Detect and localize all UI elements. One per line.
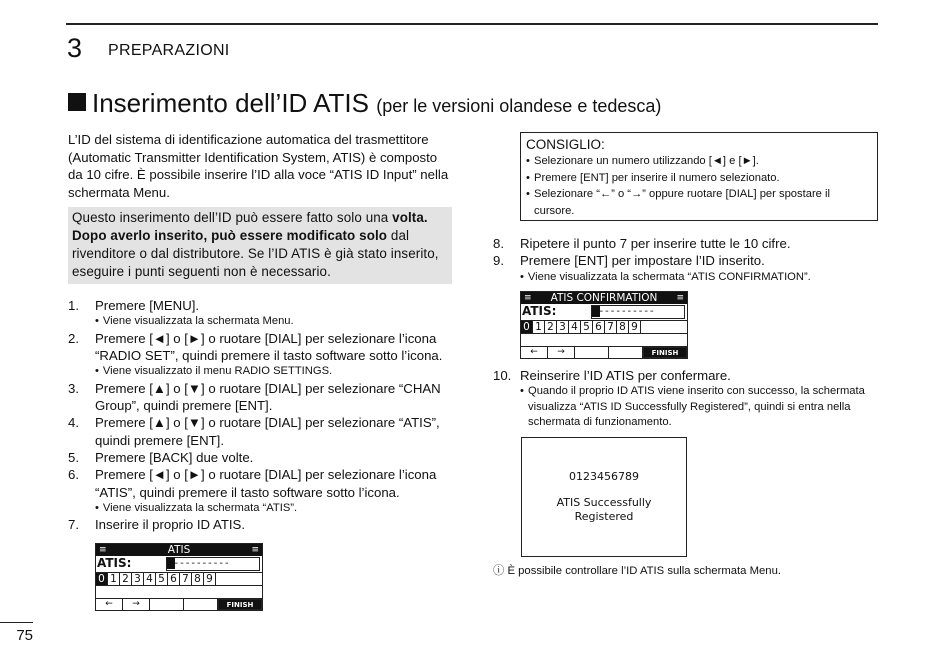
atis-label: ATIS: — [97, 556, 132, 570]
footnote — [493, 562, 781, 578]
atis-entry-row — [96, 556, 262, 572]
step-subnote: • Viene visualizzata la schermata “ATIS CONFIRMATION”. — [520, 270, 811, 283]
step-text: Premere [▲] o [▼] o ruotare [DIAL] per selezionare “CHAN Group”, quindi premere [ENT]. — [95, 380, 441, 414]
step-text: Premere [◄] o [►] o ruotare [DIAL] per selezionare l’icona “RADIO SET”, quindi premere il tasto software sotto l’icona. — [95, 330, 443, 364]
tip-line-text: Selezionare un numero utilizzando [◄] e [►]. — [534, 155, 759, 167]
step-number: 7. — [68, 517, 79, 533]
step-item — [68, 330, 468, 380]
step-subnote: • Quando il proprio ID ATIS viene inserito con successo, la schermata visualizza “ATIS ID Successfully Registered”, quindi si entra nella schermata di funzionamento. — [520, 385, 865, 429]
digit-key[interactable]: 8 — [192, 573, 204, 585]
atis-id-field[interactable] — [591, 305, 685, 319]
tip-line-text: Selezionare “←” o “→” oppure ruotare [DIAL] per spostare il cursore. — [534, 188, 830, 217]
cursor: ▮ — [592, 306, 600, 317]
step-subnote-text: Quando il proprio ID ATIS viene inserito con successo, la schermata visualizza “ATIS ID Successfully Registered”, quindi si entra nella schermata di funzionamento. — [528, 385, 865, 429]
lcd-header — [521, 292, 687, 304]
lcd-header-text: ATIS CONFIRMATION — [550, 292, 658, 304]
chapter-number: 3 — [67, 33, 83, 63]
step-10 — [493, 367, 883, 431]
step-item — [68, 449, 468, 466]
step-text: Ripetere il punto 7 per inserire tutte le 10 cifre. — [520, 236, 791, 251]
atis-lcd-screen — [95, 543, 263, 611]
step-text: Reinserire l’ID ATIS per confermare. — [520, 368, 731, 383]
step-item — [68, 466, 468, 516]
blank-key[interactable] — [150, 599, 184, 610]
step-subnote-text: Viene visualizzata la schermata “ATIS”. — [102, 501, 298, 514]
step-item — [68, 516, 468, 533]
atis-entry-row — [521, 304, 687, 320]
softkey-row — [96, 598, 262, 610]
step-number: 6. — [68, 467, 79, 483]
digit-key[interactable]: 7 — [605, 321, 617, 333]
softkey-row — [521, 346, 687, 358]
blank-row — [521, 333, 687, 346]
step-item — [493, 367, 883, 431]
right-arrow-key[interactable]: → — [123, 599, 150, 610]
finish-key[interactable]: FINISH — [218, 599, 262, 610]
digit-key[interactable]: 1 — [108, 573, 120, 585]
atis-id-field-value: ---------- — [174, 558, 231, 569]
step-text: Premere [ENT] per impostare l’ID inserito. — [520, 253, 765, 269]
step-list — [68, 297, 468, 534]
step-number: 1. — [68, 298, 79, 313]
step-number: 10. — [493, 368, 512, 383]
digit-key[interactable]: 1 — [533, 321, 545, 333]
tip-title: CONSIGLIO: — [526, 137, 605, 152]
square-bullet-icon — [68, 93, 86, 111]
menu-lines-icon: ≡ — [99, 545, 107, 555]
finish-key[interactable]: FINISH — [643, 347, 687, 358]
menu-lines-icon: ≡ — [524, 293, 532, 303]
step-number: 9. — [493, 253, 504, 269]
tip-box — [520, 132, 878, 221]
digit-key[interactable]: 0 — [96, 573, 108, 585]
step-item — [68, 380, 468, 415]
intro-paragraph: L’ID del sistema di identificazione automatica del trasmettitore (Automatic Transmitter Identification System, ATIS) è composto da 10 cifre. È possibile inserire l’ID alla voce “ATIS ID Input” nella schermata Menu. — [68, 132, 449, 200]
digit-key[interactable]: 5 — [156, 573, 168, 585]
cursor: ▮ — [167, 558, 175, 569]
step-subnote: • Viene visualizzata la schermata Menu. — [95, 315, 294, 328]
digit-key[interactable]: 5 — [581, 321, 593, 333]
lcd-header — [96, 544, 262, 556]
step-item — [493, 252, 883, 285]
step-subnote: • Viene visualizzato il menu RADIO SETTINGS. — [95, 365, 333, 378]
digit-row — [521, 320, 687, 333]
step-number: 3. — [68, 380, 79, 396]
step-text: Premere [MENU]. — [95, 298, 200, 313]
section-title-text: Inserimento dell’ID ATIS — [92, 88, 369, 118]
lcd-header-text: ATIS — [167, 544, 191, 556]
digit-key[interactable]: 3 — [132, 573, 144, 585]
digit-key[interactable]: 8 — [617, 321, 629, 333]
tip-line: • Selezionare un numero utilizzando [◄] e [►]. — [526, 155, 759, 167]
blank-row — [96, 585, 262, 598]
atis-id-field-value: ---------- — [599, 306, 656, 317]
note-box — [68, 207, 452, 284]
tip-line: • Premere [ENT] per inserire il numero selezionato. — [526, 171, 780, 184]
registered-id: 0123456789 — [569, 470, 639, 483]
digit-key[interactable]: 4 — [569, 321, 581, 333]
menu-lines-icon: ≡ — [676, 293, 684, 303]
digit-key[interactable]: 9 — [204, 573, 216, 585]
footnote-text: È possibile controllare l’ID ATIS sulla schermata Menu. — [507, 565, 781, 577]
step-item — [493, 235, 883, 252]
right-arrow-key[interactable]: → — [548, 347, 575, 358]
info-circle-icon: ⓘ — [493, 565, 505, 577]
atis-confirmation-lcd-screen — [520, 291, 688, 359]
note-text-2: dal rivenditore o dal distributore. Se l’ID ATIS è già stato inserito, eseguire i punti seguenti non è necessario. — [72, 228, 439, 279]
blank-key[interactable] — [575, 347, 609, 358]
digit-key[interactable]: 2 — [545, 321, 557, 333]
success-message-line2: Registered — [574, 510, 634, 523]
note-text-1: Questo inserimento dell’ID può essere fatto solo una — [72, 210, 393, 225]
step-text: Premere [◄] o [►] o ruotare [DIAL] per selezionare l’icona “ATIS”, quindi premere il tasto software sotto l’icona. — [95, 467, 437, 500]
digit-row — [96, 572, 262, 585]
step-text: Premere [▲] o [▼] o ruotare [DIAL] per selezionare “ATIS”, quindi premere [ENT]. — [95, 415, 440, 448]
tip-line: • Selezionare “←” o “→” oppure ruotare [DIAL] per spostare il cursore. — [526, 188, 830, 217]
digit-key[interactable]: 3 — [557, 321, 569, 333]
digit-key[interactable]: 6 — [168, 573, 180, 585]
tip-line-text: Premere [ENT] per inserire il numero selezionato. — [534, 171, 780, 184]
step-subnote-text: Viene visualizzato il menu RADIO SETTINGS. — [102, 365, 333, 378]
blank-key[interactable] — [609, 347, 643, 358]
right-step-list — [493, 235, 883, 285]
digit-key[interactable]: 2 — [120, 573, 132, 585]
step-number: 2. — [68, 330, 79, 346]
success-message-line1: ATIS Successfully — [556, 496, 652, 509]
step-text: Inserire il proprio ID ATIS. — [95, 517, 245, 533]
digit-key[interactable]: 0 — [521, 321, 533, 333]
step-text: Premere [BACK] due volte. — [95, 450, 254, 466]
success-screen — [521, 437, 687, 557]
step-subnote: • Viene visualizzata la schermata “ATIS”. — [95, 501, 298, 514]
menu-lines-icon: ≡ — [251, 545, 259, 555]
blank-key[interactable] — [184, 599, 218, 610]
section-subtitle: (per le versioni olandese e tedesca) — [376, 96, 662, 116]
left-arrow-key[interactable]: ← — [521, 347, 548, 358]
step-subnote-text: Viene visualizzata la schermata Menu. — [102, 315, 294, 328]
digit-key[interactable]: 4 — [144, 573, 156, 585]
digit-key[interactable]: 7 — [180, 573, 192, 585]
step-number: 5. — [68, 450, 79, 466]
atis-id-field[interactable] — [166, 557, 260, 571]
left-arrow-key[interactable]: ← — [96, 599, 123, 610]
step-number: 8. — [493, 236, 504, 251]
section-title — [68, 88, 661, 119]
step-number: 4. — [68, 415, 79, 431]
chapter-title: PREPARAZIONI — [108, 42, 230, 59]
digit-key[interactable]: 6 — [593, 321, 605, 333]
page-number: 75 — [0, 622, 33, 644]
note-bold-text: volta. Dopo averlo inserito, può essere modificato solo — [72, 210, 428, 243]
digit-key[interactable]: 9 — [629, 321, 641, 333]
step-item — [68, 297, 468, 330]
step-item — [68, 414, 468, 449]
step-subnote-text: Viene visualizzata la schermata “ATIS CONFIRMATION”. — [527, 270, 811, 283]
atis-label: ATIS: — [522, 304, 557, 318]
top-rule — [66, 23, 878, 25]
